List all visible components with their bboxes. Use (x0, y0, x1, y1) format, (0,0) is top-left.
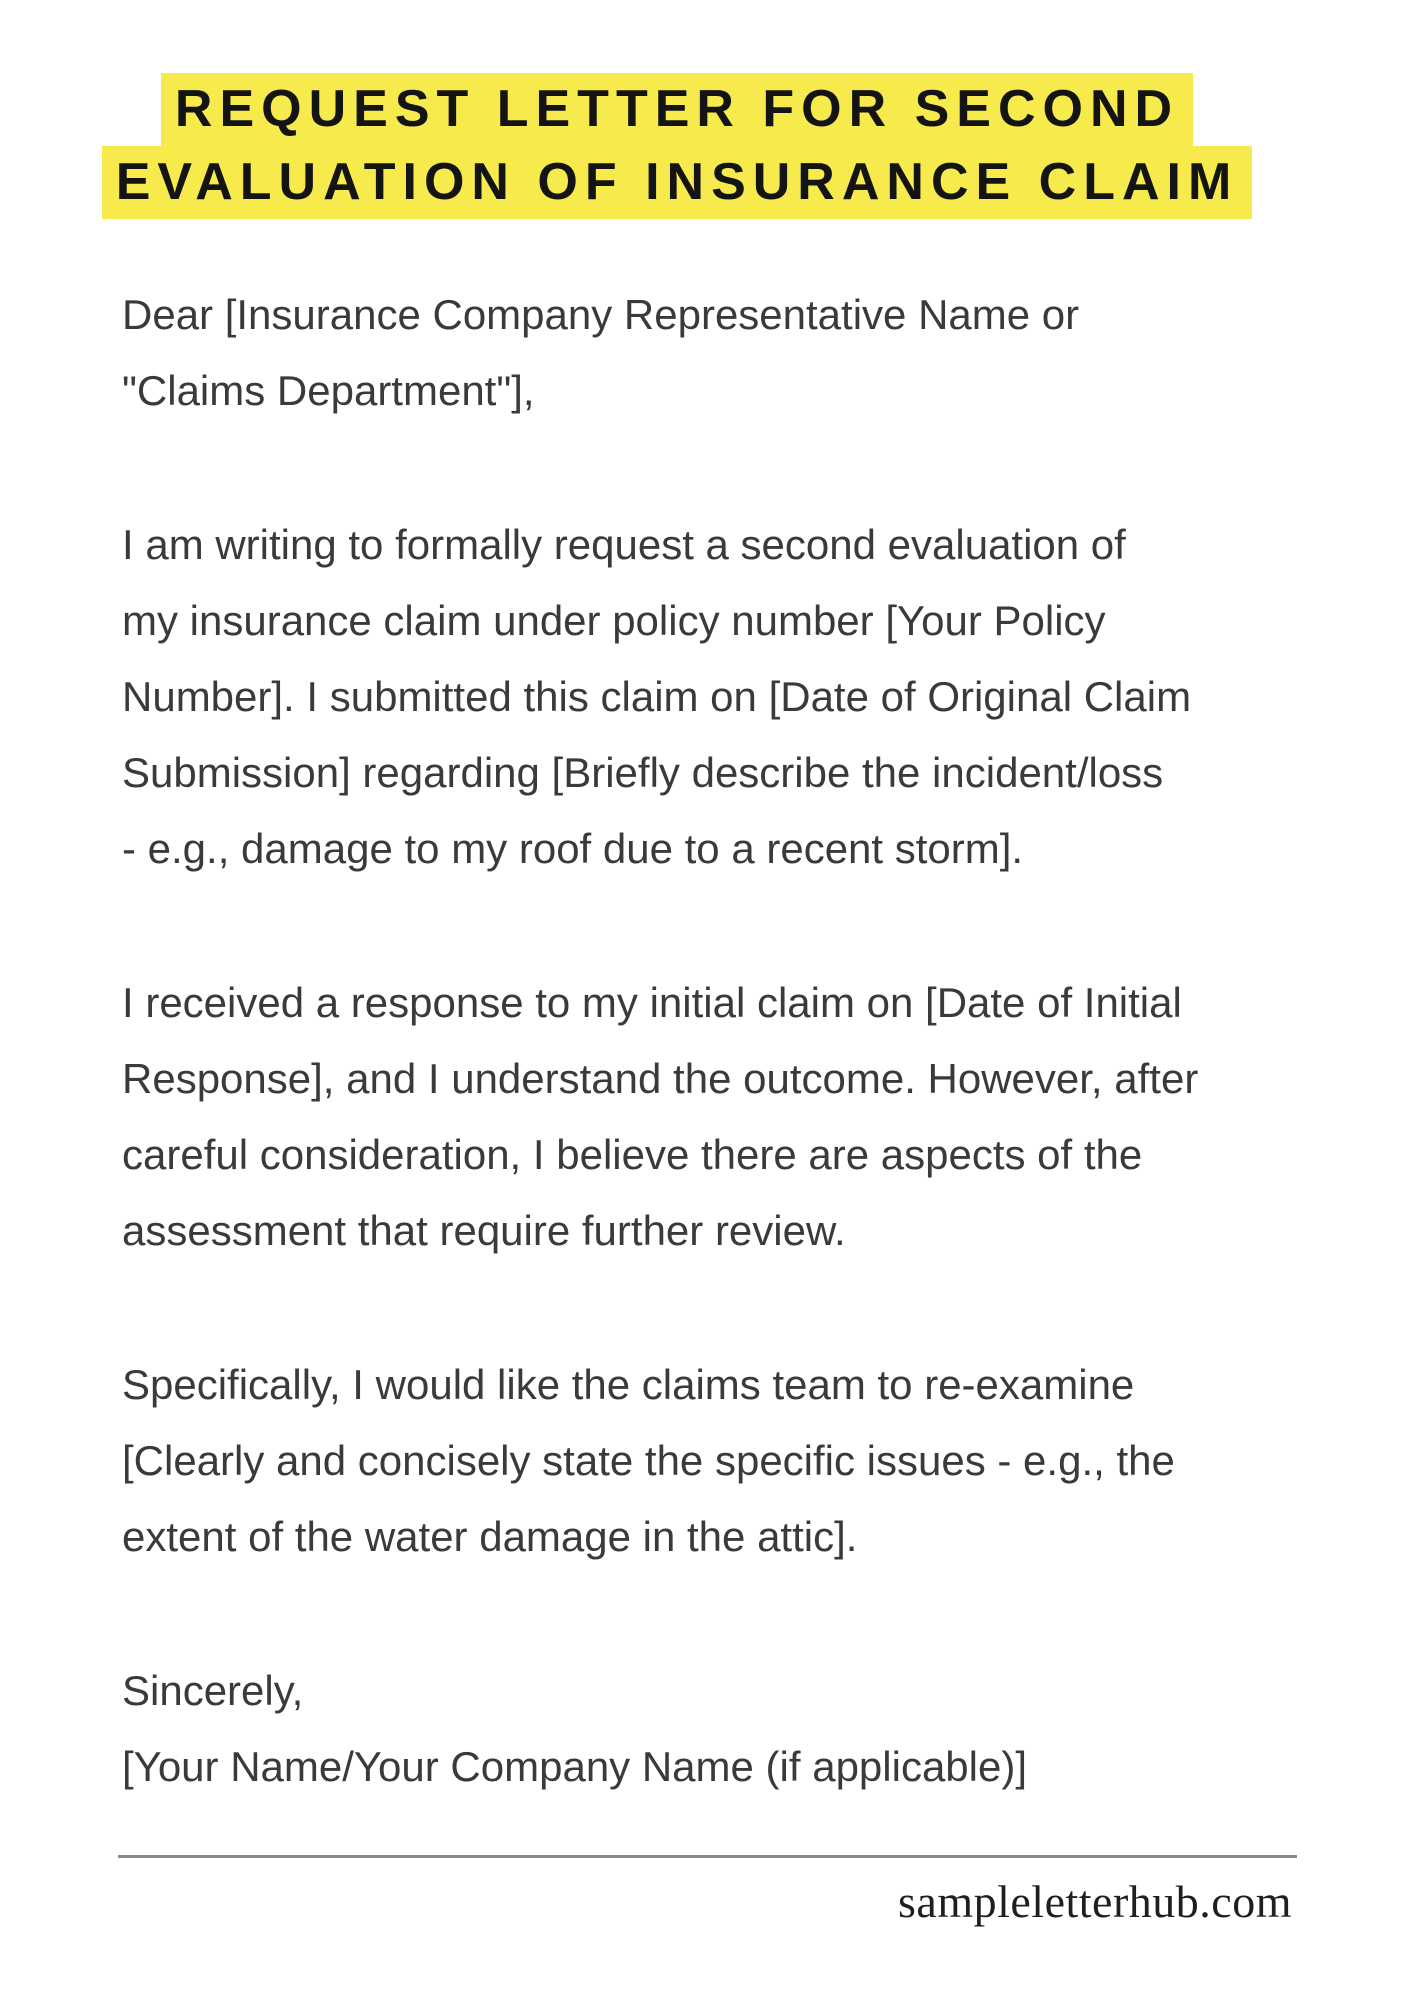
text-line: I am writing to formally request a second evaluation of (122, 521, 1126, 568)
request-paragraph (122, 507, 1374, 887)
text-line: "Claims Department"], (122, 367, 535, 414)
text-line: Specifically, I would like the claims team to re-examine (122, 1361, 1135, 1408)
title-line-2: EVALUATION OF INSURANCE CLAIM (102, 146, 1253, 219)
site-name: sampleletterhub.com (898, 1876, 1292, 1927)
letter-body (122, 277, 1374, 1805)
text-line: [Clearly and concisely state the specific issues - e.g., the (122, 1437, 1175, 1484)
response-paragraph (122, 965, 1374, 1269)
title-row-1 (0, 73, 1354, 146)
text-line: Response], and I understand the outcome. However, after (122, 1055, 1199, 1102)
text-line: I received a response to my initial claim on [Date of Initial (122, 979, 1182, 1026)
text-line: Dear [Insurance Company Representative Name or (122, 291, 1080, 338)
text-line: careful consideration, I believe there are aspects of the (122, 1131, 1143, 1178)
letter-title (0, 0, 1414, 219)
title-row-2 (0, 146, 1354, 219)
page-footer (0, 1875, 1292, 1928)
text-line: extent of the water damage in the attic]. (122, 1513, 858, 1560)
text-line: Submission] regarding [Briefly describe the incident/loss (122, 749, 1164, 796)
text-line: Sincerely, (122, 1667, 304, 1714)
text-line: [Your Name/Your Company Name (if applicable)] (122, 1743, 1028, 1790)
title-line-1: REQUEST LETTER FOR SECOND (161, 73, 1193, 146)
footer-divider (118, 1855, 1297, 1858)
salutation-paragraph (122, 277, 1374, 429)
text-line: assessment that require further review. (122, 1207, 846, 1254)
closing-paragraph (122, 1653, 1374, 1805)
text-line: Number]. I submitted this claim on [Date of Original Claim (122, 673, 1192, 720)
specifics-paragraph (122, 1347, 1374, 1575)
text-line: my insurance claim under policy number [Your Policy (122, 597, 1106, 644)
text-line: - e.g., damage to my roof due to a recent storm]. (122, 825, 1024, 872)
